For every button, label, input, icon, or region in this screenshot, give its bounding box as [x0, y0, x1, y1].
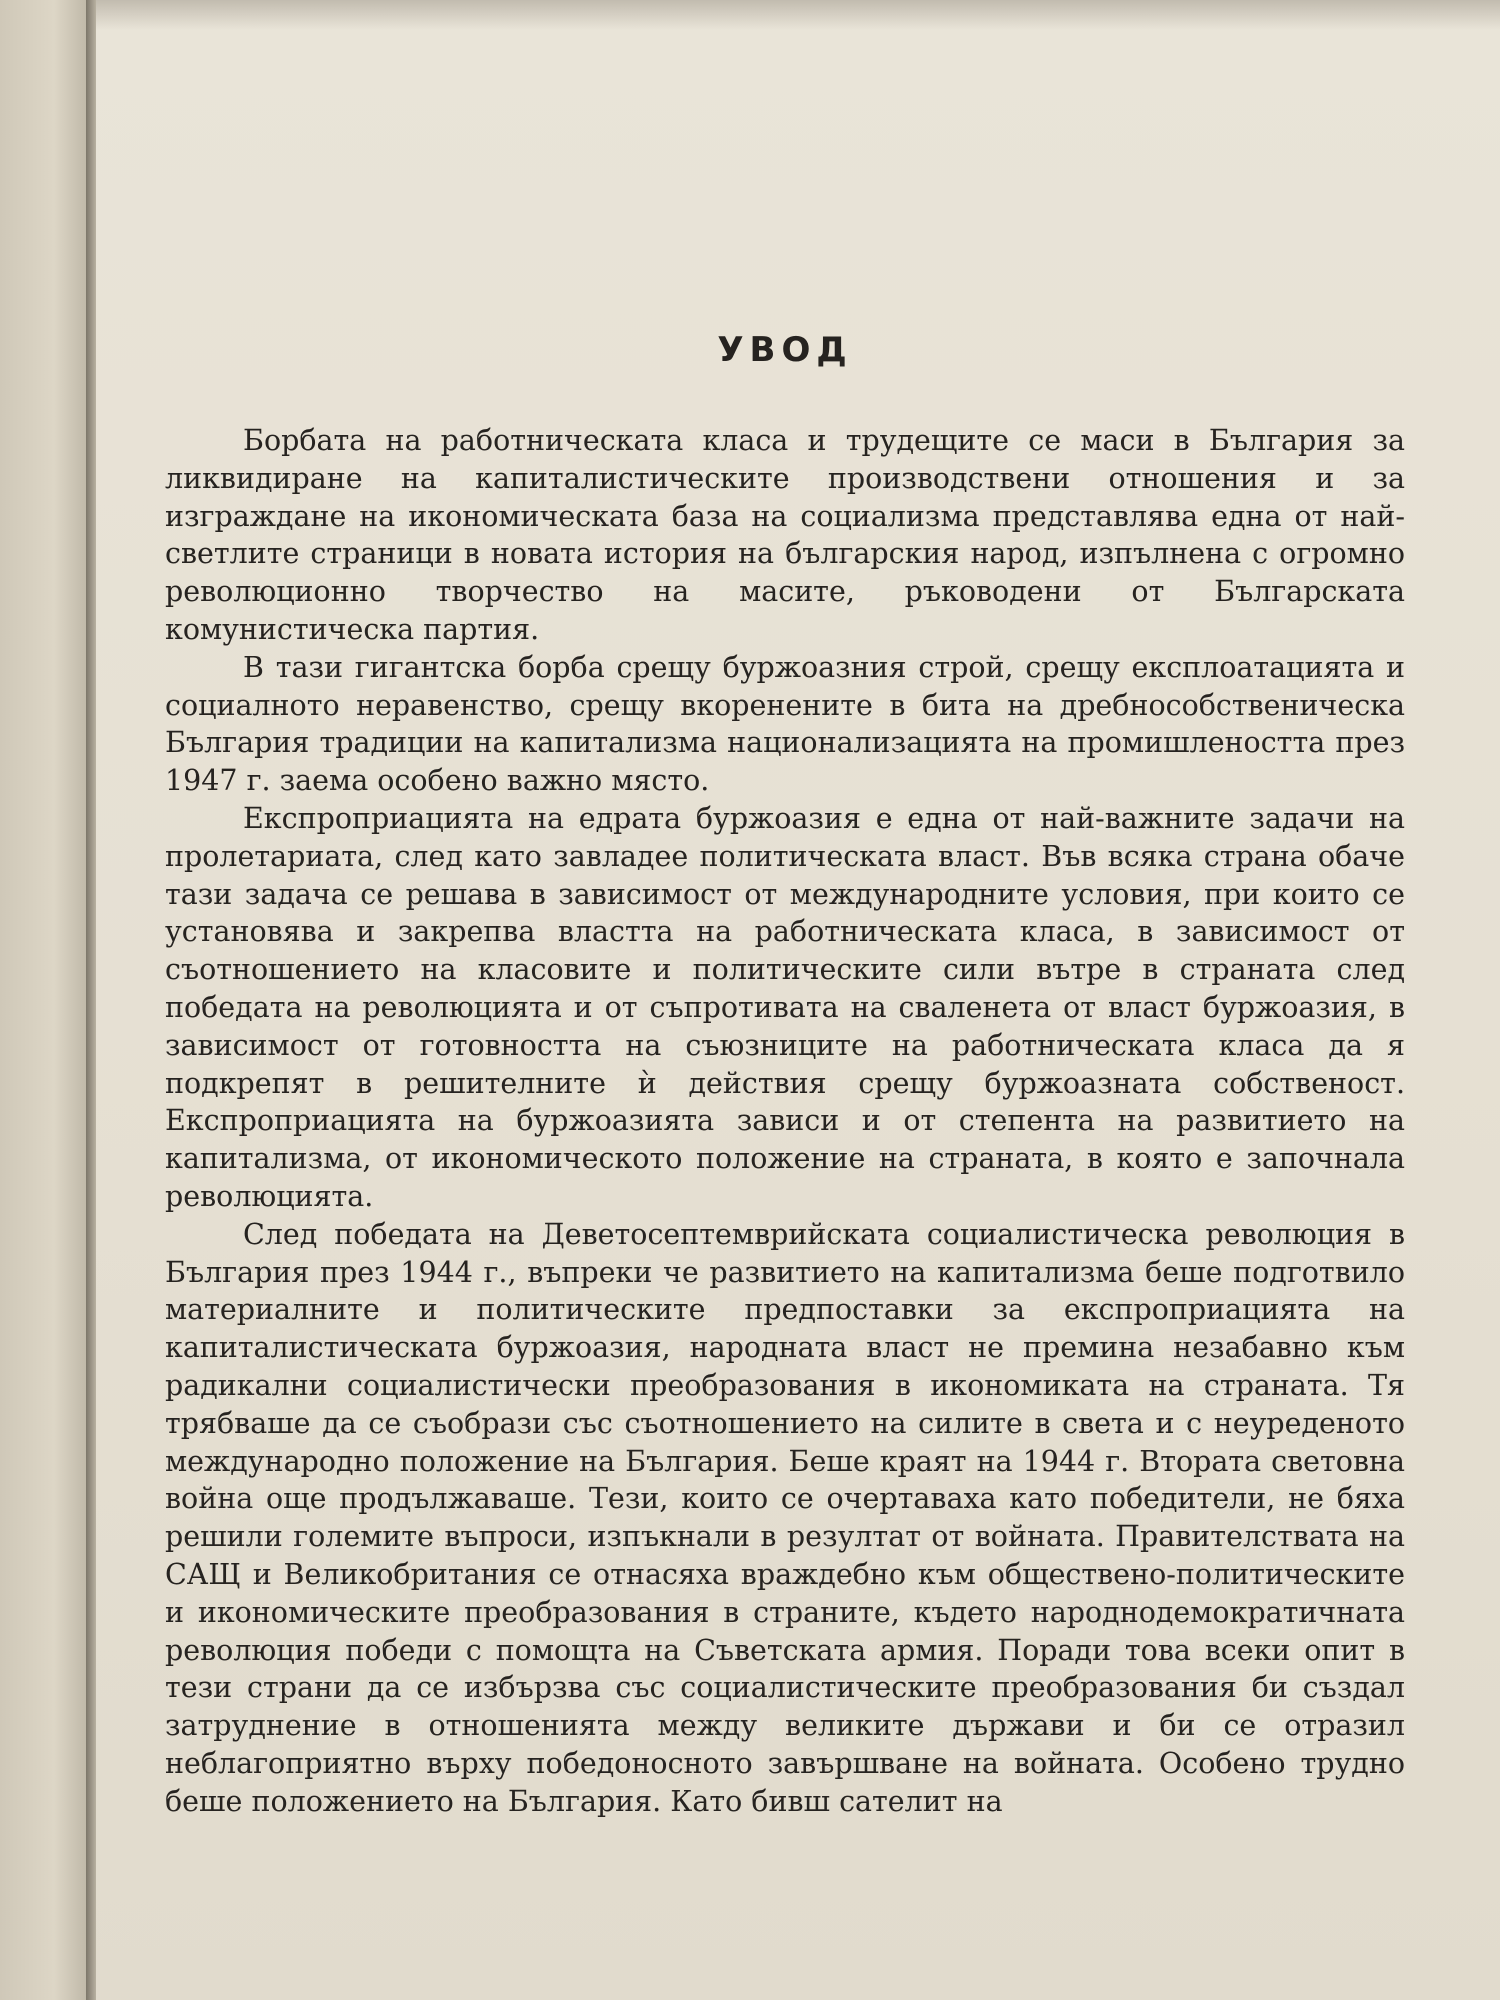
page-top-shadow: [96, 0, 1500, 30]
paragraph-4: След победата на Деветосептемврийската социалистическа революция в България през 1944 г., въпреки че развитието на капитализма беше подготвило материалните и политическите предпоставки за експроприацията на капиталистическата буржоазия, народната власт не премина незабавно към радикални социалистически преобразования в икономиката на страната. Тя трябваше да се съобрази със съотношението на силите в света и с неуреденото международно положение на България. Беше краят на 1944 г. Втората световна война още продължаваше. Тези, които се очертаваха като победители, не бяха решили големите въпроси, изпъкнали в резултат от войната. Правителствата на САЩ и Великобритания се отнасяха враждебно към обществено-политическите и икономическите преобразования в страните, където народнодемократичната революция победи с помощта на Съветската армия. Поради това всеки опит в тези страни да се избързва със социалистическите преобразования би създал затруднение в отношенията между великите държави и би се отразил неблагоприятно върху победоносното завършване на войната. Особено трудно беше положението на България. Като бивш сателит на: [165, 1217, 1405, 1818]
paragraph-3: Експроприацията на едрата буржоазия е една от най-важните задачи на пролетариата, след като завладее политическата власт. Във всяка страна обаче тази задача се решава в зависимост от международните условия, при които се установява и закрепва властта на работническата класа, в зависимост от съотношението на класовите и политическите сили вътре в страната след победата на революцията и от съпротивата на сваленета от власт буржоазия, в зависимост от готовността на съюзниците на работническата класа да я подкрепят в решителните ѝ действия срещу буржоазната собственост. Експроприацията на буржоазията зависи и от степента на развитието на капитализма, от икономическото положение на страната, в която е започнала революцията.: [165, 801, 1405, 1213]
paragraph-1: Борбата на работническата класа и трудещите се маси в България за ликвидиране на капиталистическите производствени отношения и за изграждане на икономическата база на социализма представлява една от най-светлите страници в новата история на българския народ, изпълнена с огромно революционно творчество на масите, ръководени от Българската комунистическа партия.: [165, 424, 1405, 646]
book-gutter: [86, 0, 96, 2000]
paragraph-2: В тази гигантска борба срещу буржоазния строй, срещу експлоатацията и социалното неравенство, срещу вкоренените в бита на дребнособственическа България традиции на капитализма национализацията на промишлеността през 1947 г. заема особено важно място.: [165, 650, 1405, 798]
page-title: УВОД: [717, 330, 853, 370]
left-page-edge: [0, 0, 90, 2000]
page-content: [165, 330, 1405, 1820]
